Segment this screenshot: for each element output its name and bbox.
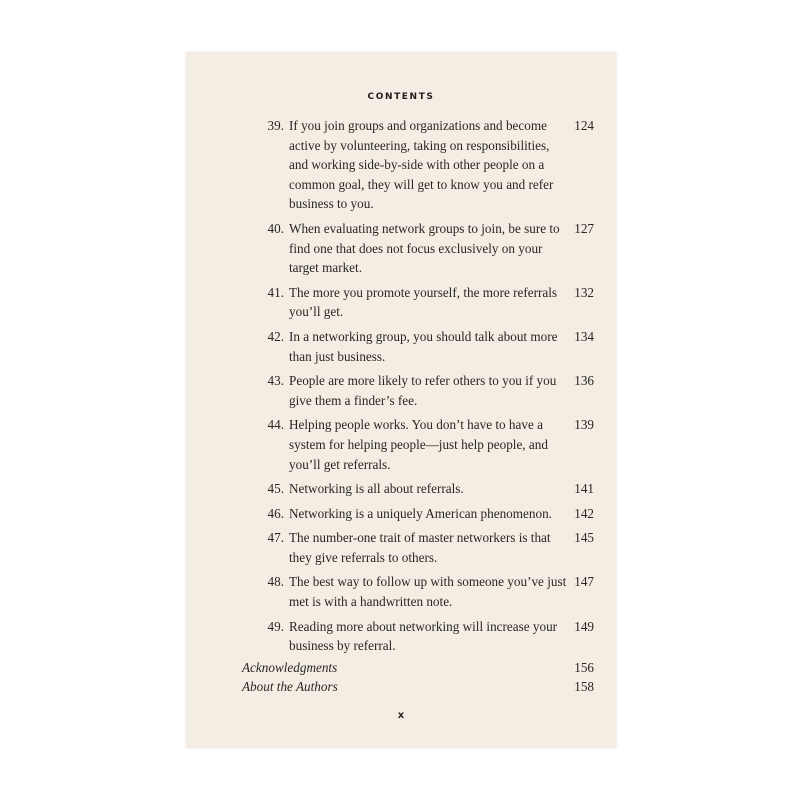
toc-entry-46 — [186, 504, 616, 524]
entry-text: The more you promote yourself, the more referrals you’ll get. — [289, 284, 558, 320]
entry-page-number: 136 — [574, 373, 594, 389]
toc-entry-about-the-authors — [186, 677, 616, 696]
toc-entry-39 — [186, 116, 616, 214]
back-matter-label: About the Authors — [242, 679, 338, 694]
entry-page-number: 134 — [574, 328, 594, 344]
entry-page-number: 127 — [574, 220, 594, 236]
toc-entry-45 — [186, 479, 616, 499]
entry-page-number: 149 — [574, 618, 594, 634]
toc-entry-40 — [186, 219, 616, 278]
toc-entry-acknowledgments — [186, 658, 616, 677]
entry-page-number: 141 — [574, 481, 594, 497]
entry-page-number: 139 — [574, 417, 594, 433]
entry-number: 47. — [267, 530, 284, 546]
entry-number: 46. — [267, 505, 284, 521]
entry-number: 39. — [267, 118, 284, 133]
entry-number: 40. — [267, 220, 284, 236]
entry-number: 49. — [267, 618, 284, 634]
toc-entry-43 — [186, 371, 616, 410]
entry-number: 42. — [267, 328, 284, 344]
toc-entry-49 — [186, 617, 616, 656]
page-folio: x — [397, 710, 405, 721]
book-page — [186, 52, 616, 748]
entry-text: People are more likely to refer others to you if you give them a finder’s fee. — [289, 373, 557, 408]
entry-text: Reading more about networking will increase your business by referral. — [289, 618, 558, 654]
toc-entry-44 — [186, 415, 616, 474]
entry-number: 45. — [267, 481, 284, 497]
entry-text: Helping people works. You don’t have to have a system for helping people—just help people, and you’ll get referrals. — [289, 417, 548, 472]
entry-text: When evaluating network groups to join, be sure to find one that does not focus exclusively on your target market. — [289, 220, 560, 276]
entry-text: Networking is all about referrals. — [289, 481, 464, 497]
entry-text: If you join groups and organizations and become active by volunteering, taking on responsibilities, and working side-by-side with other people on a common goal, they will get to know you and refer business to you. — [289, 118, 554, 212]
entry-page-number: 145 — [574, 530, 594, 546]
entry-number: 41. — [267, 284, 284, 300]
entry-page-number: 124 — [574, 118, 594, 133]
entry-number: 48. — [267, 574, 284, 590]
back-matter-list — [186, 658, 616, 696]
toc-entry-48 — [186, 572, 616, 611]
entry-number: 44. — [267, 417, 284, 433]
entry-number: 43. — [267, 373, 284, 389]
toc-entry-47 — [186, 528, 616, 567]
contents-list — [186, 116, 616, 661]
entry-text: The number-one trait of master networkers is that they give referrals to others. — [289, 530, 551, 565]
entry-text: Networking is a uniquely American phenomenon. — [289, 505, 552, 521]
contents-heading: CONTENTS — [367, 92, 435, 102]
back-matter-page-number: 156 — [574, 660, 594, 675]
toc-entry-41 — [186, 283, 616, 322]
back-matter-label: Acknowledgments — [242, 660, 338, 675]
entry-page-number: 147 — [574, 574, 594, 590]
entry-page-number: 132 — [574, 284, 594, 300]
entry-text: The best way to follow up with someone you’ve just met is with a handwritten note. — [289, 574, 567, 610]
back-matter-page-number: 158 — [574, 679, 594, 694]
entry-page-number: 142 — [574, 505, 594, 521]
toc-entry-42 — [186, 327, 616, 366]
entry-text: In a networking group, you should talk about more than just business. — [289, 328, 558, 364]
